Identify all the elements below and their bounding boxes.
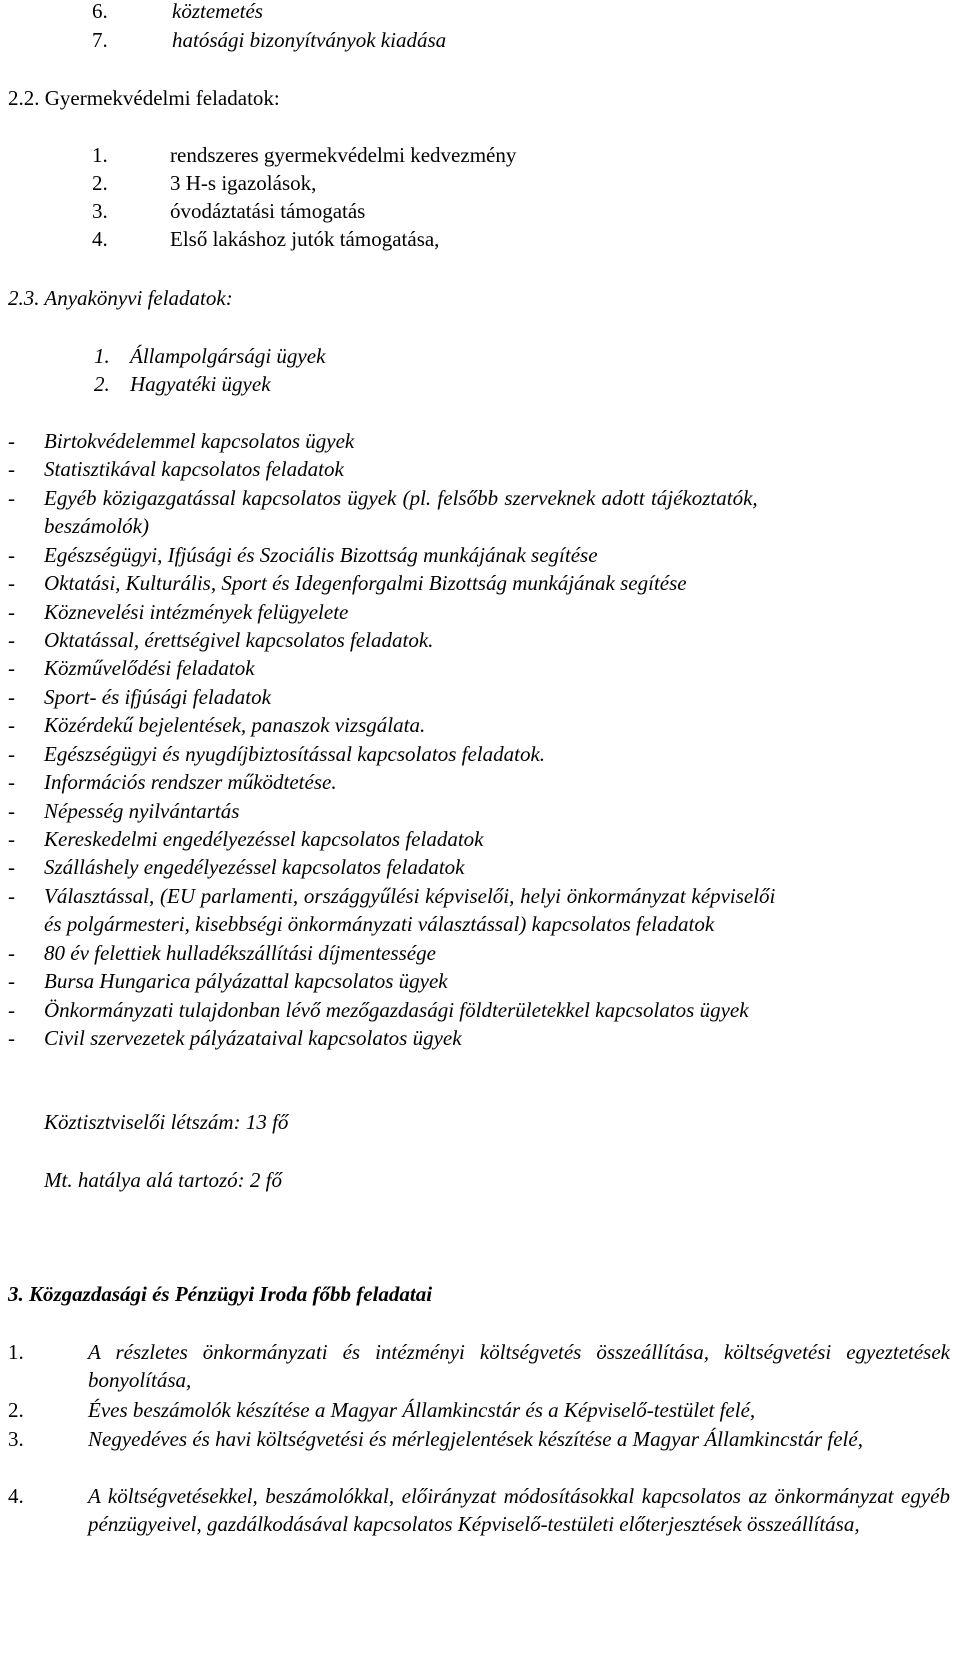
dash-item bbox=[0, 996, 960, 1024]
dash-text: Önkormányzati tulajdonban lévő mezőgazdasági földterületekkel kapcsolatos ügyek bbox=[44, 998, 749, 1022]
list-item bbox=[0, 197, 960, 225]
list-number: 4. bbox=[8, 1484, 24, 1508]
dash-bullet: - bbox=[8, 770, 15, 794]
list-number: 6. bbox=[92, 0, 108, 23]
list-text: A költségvetésekkel, beszámolókkal, előirányzat módosításokkal kapcsolatos az önkormányzat egyéb pénzügyeivel, gazdálkodásával kapcsolatos Képviselő-testületi előterjesztések összeállítása, bbox=[88, 1484, 950, 1536]
dash-bullet: - bbox=[8, 742, 15, 766]
dash-item bbox=[0, 455, 960, 483]
dash-item bbox=[0, 569, 960, 597]
dash-item-continuation bbox=[0, 512, 960, 540]
dash-bullet: - bbox=[8, 713, 15, 737]
list-item bbox=[0, 1338, 960, 1394]
dash-text: beszámolók) bbox=[44, 514, 149, 538]
dash-item bbox=[0, 853, 960, 881]
list-number: 1. bbox=[94, 344, 110, 368]
dash-item bbox=[0, 484, 960, 512]
dash-text: Oktatási, Kulturális, Sport és Idegenforgalmi Bizottság munkájának segítése bbox=[44, 571, 687, 595]
dash-text: Közérdekű bejelentések, panaszok vizsgálata. bbox=[44, 713, 426, 737]
list-number: 3. bbox=[92, 199, 108, 223]
list-text: Hagyatéki ügyek bbox=[130, 372, 271, 396]
list-number: 3. bbox=[8, 1427, 24, 1451]
dash-text: Népesség nyilvántartás bbox=[44, 799, 240, 823]
list-number: 7. bbox=[92, 28, 108, 52]
list-number: 2. bbox=[94, 372, 110, 396]
dash-item bbox=[0, 626, 960, 654]
dash-bullet: - bbox=[8, 486, 15, 510]
staff-officials: Köztisztviselői létszám: 13 fő bbox=[44, 1110, 289, 1134]
list-text: köztemetés bbox=[172, 0, 263, 23]
list-item bbox=[0, 225, 960, 253]
list-item bbox=[0, 1425, 960, 1481]
dash-bullet: - bbox=[8, 457, 15, 481]
dash-text: Egészségügyi és nyugdíjbiztosítással kapcsolatos feladatok. bbox=[44, 742, 546, 766]
dash-bullet: - bbox=[8, 656, 15, 680]
list-text: Éves beszámolók készítése a Magyar Államkincstár és a Képviselő-testület felé, bbox=[88, 1398, 756, 1422]
dash-text: Oktatással, érettségivel kapcsolatos feladatok. bbox=[44, 628, 434, 652]
dash-bullet: - bbox=[8, 827, 15, 851]
dash-bullet: - bbox=[8, 571, 15, 595]
list-number: 1. bbox=[92, 143, 108, 167]
dash-item bbox=[0, 1024, 960, 1052]
dash-item bbox=[0, 768, 960, 796]
dash-text: Választással, (EU parlamenti, országgyűlési képviselői, helyi önkormányzat képviselői bbox=[44, 884, 776, 908]
dash-bullet: - bbox=[8, 884, 15, 908]
dash-bullet: - bbox=[8, 998, 15, 1022]
section-heading-2-2: 2.2. Gyermekvédelmi feladatok: bbox=[8, 86, 280, 110]
list-text: Állampolgársági ügyek bbox=[130, 344, 326, 368]
dash-text: Bursa Hungarica pályázattal kapcsolatos ügyek bbox=[44, 969, 448, 993]
dash-text: Egyéb közigazgatással kapcsolatos ügyek (pl. felsőbb szerveknek adott tájékoztatók, bbox=[44, 486, 758, 510]
dash-text: Kereskedelmi engedélyezéssel kapcsolatos feladatok bbox=[44, 827, 484, 851]
dash-bullet: - bbox=[8, 1026, 15, 1050]
dash-text: Sport- és ifjúsági feladatok bbox=[44, 685, 271, 709]
list-text: hatósági bizonyítványok kiadása bbox=[172, 28, 447, 52]
list-text: A részletes önkormányzati és intézményi költségvetés összeállítása, költségvetési egyeztetések bonyolítása, bbox=[88, 1340, 950, 1392]
list-number: 1. bbox=[8, 1340, 24, 1364]
dash-text: Köznevelési intézmények felügyelete bbox=[44, 600, 349, 624]
dash-item bbox=[0, 939, 960, 967]
list-number: 2. bbox=[92, 171, 108, 195]
list-item bbox=[0, 1396, 960, 1424]
section-heading-3: 3. Közgazdasági és Pénzügyi Iroda főbb feladatai bbox=[8, 1282, 433, 1306]
dash-text: 80 év felettiek hulladékszállítási díjmentessége bbox=[44, 941, 436, 965]
dash-bullet: - bbox=[8, 543, 15, 567]
dash-text: és polgármesteri, kisebbségi önkormányzati választással) kapcsolatos feladatok bbox=[44, 912, 715, 936]
dash-bullet: - bbox=[8, 969, 15, 993]
dash-item bbox=[0, 711, 960, 739]
list-text: Negyedéves és havi költségvetési és mérlegjelentések készítése a Magyar Államkincstár felé, bbox=[88, 1427, 863, 1451]
dash-item bbox=[0, 797, 960, 825]
list-text: óvodáztatási támogatás bbox=[170, 199, 366, 223]
dash-item bbox=[0, 541, 960, 569]
dash-text: Statisztikával kapcsolatos feladatok bbox=[44, 457, 344, 481]
list-text: Első lakáshoz jutók támogatása, bbox=[170, 227, 440, 251]
dash-item bbox=[0, 654, 960, 682]
dash-item-continuation bbox=[0, 910, 960, 938]
list-item bbox=[0, 342, 960, 370]
list-text: 3 H-s igazolások, bbox=[170, 171, 317, 195]
dash-bullet: - bbox=[8, 429, 15, 453]
list-item bbox=[0, 26, 960, 54]
dash-item bbox=[0, 598, 960, 626]
dash-bullet: - bbox=[8, 600, 15, 624]
list-text: rendszeres gyermekvédelmi kedvezmény bbox=[170, 143, 517, 167]
dash-item bbox=[0, 825, 960, 853]
dash-bullet: - bbox=[8, 799, 15, 823]
dash-text: Közművelődési feladatok bbox=[44, 656, 255, 680]
list-item bbox=[0, 169, 960, 197]
dash-text: Civil szervezetek pályázataival kapcsolatos ügyek bbox=[44, 1026, 462, 1050]
section-heading-2-3: 2.3. Anyakönyvi feladatok: bbox=[8, 286, 233, 310]
dash-text: Információs rendszer működtetése. bbox=[44, 770, 337, 794]
dash-item bbox=[0, 882, 960, 910]
dash-text: Birtokvédelemmel kapcsolatos ügyek bbox=[44, 429, 355, 453]
list-item bbox=[0, 370, 960, 398]
dash-bullet: - bbox=[8, 685, 15, 709]
list-number: 4. bbox=[92, 227, 108, 251]
dash-bullet: - bbox=[8, 941, 15, 965]
dash-item bbox=[0, 683, 960, 711]
dash-item bbox=[0, 427, 960, 455]
list-item bbox=[0, 141, 960, 169]
dash-item bbox=[0, 740, 960, 768]
dash-bullet: - bbox=[8, 855, 15, 879]
dash-text: Szálláshely engedélyezéssel kapcsolatos feladatok bbox=[44, 855, 465, 879]
staff-labor-code: Mt. hatálya alá tartozó: 2 fő bbox=[44, 1168, 282, 1192]
dash-text: Egészségügyi, Ifjúsági és Szociális Bizottság munkájának segítése bbox=[44, 543, 598, 567]
list-item bbox=[0, 1482, 960, 1566]
list-item bbox=[0, 0, 960, 25]
dash-item bbox=[0, 967, 960, 995]
list-number: 2. bbox=[8, 1398, 24, 1422]
dash-bullet: - bbox=[8, 628, 15, 652]
